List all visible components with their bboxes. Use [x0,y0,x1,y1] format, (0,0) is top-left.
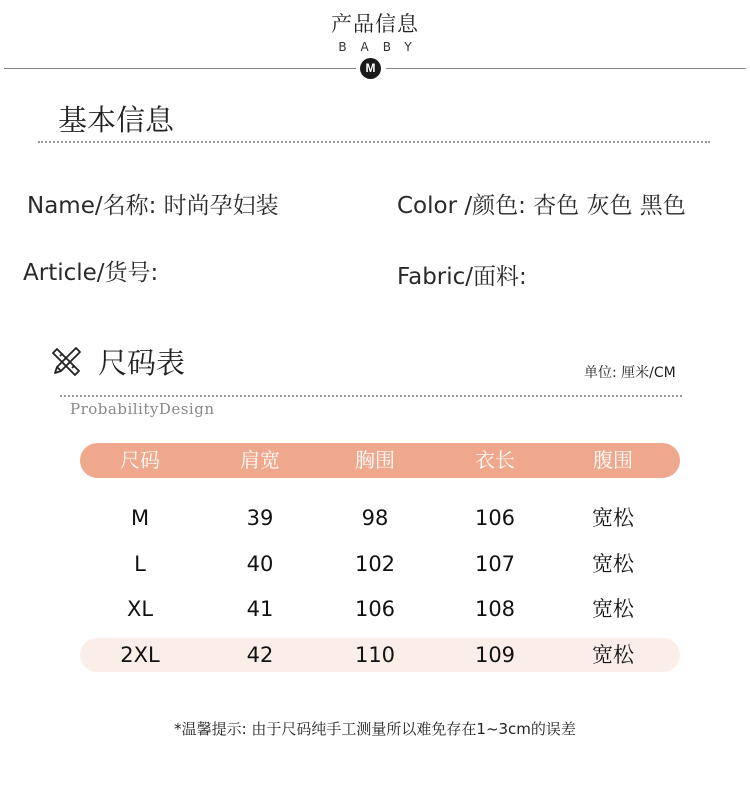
table-row [80,501,680,535]
cell-bust: 98 [361,506,389,530]
header-belly: 腹围 [593,448,633,472]
cell-size: L [134,552,146,576]
size-chart-divider [60,395,682,397]
basic-info-divider [38,141,710,143]
ruler-pencil-cross-icon [52,346,82,376]
cell-length: 108 [474,597,516,621]
unit-label: 单位: 厘米/CM [584,365,676,381]
header-length: 衣长 [475,448,515,472]
table-row [80,638,680,672]
cell-size: M [130,506,150,530]
table-row [80,592,680,626]
cell-shoulder: 40 [246,552,274,576]
fabric-field [397,258,527,291]
cell-length: 109 [474,643,516,667]
cell-size: 2XL [120,643,160,667]
article-label: Article/货号: [23,260,159,286]
page-subtitle: BABY [338,40,426,54]
color-label: Color /颜色: [397,193,526,219]
brand-text: ProbabilityDesign [70,400,215,418]
name-value: 时尚孕妇装 [163,193,279,219]
cell-bust: 110 [354,643,396,667]
cell-shoulder: 42 [246,643,274,667]
cell-shoulder: 41 [246,597,274,621]
color-field [397,187,686,220]
measurement-note: *温馨提示: 由于尺码纯手工测量所以难免存在1~3cm的误差 [174,720,576,738]
cell-bust: 102 [354,552,396,576]
cell-shoulder: 39 [246,506,274,530]
cell-belly: 宽松 [592,643,634,667]
color-value: 杏色 灰色 黑色 [533,193,686,219]
header-size: 尺码 [120,448,160,472]
cell-belly: 宽松 [592,506,634,530]
cell-belly: 宽松 [592,597,634,621]
size-chart-title: 尺码表 [98,346,186,380]
size-table-header [80,443,680,478]
header-bust: 胸围 [355,448,395,472]
name-label: Name/名称: [27,193,157,219]
article-field [23,254,158,287]
cell-length: 107 [474,552,516,576]
header-badge: M [360,58,381,79]
basic-info-title: 基本信息 [58,103,175,137]
page-title: 产品信息 [331,12,419,36]
header-shoulder: 肩宽 [240,448,280,472]
cell-size: XL [126,597,154,621]
cell-belly: 宽松 [592,552,634,576]
header-divider-left [4,68,356,69]
fabric-label: Fabric/面料: [397,264,527,290]
table-row [80,547,680,581]
cell-bust: 106 [354,597,396,621]
cell-length: 106 [474,506,516,530]
name-field [27,187,279,220]
header-divider-right [386,68,746,69]
